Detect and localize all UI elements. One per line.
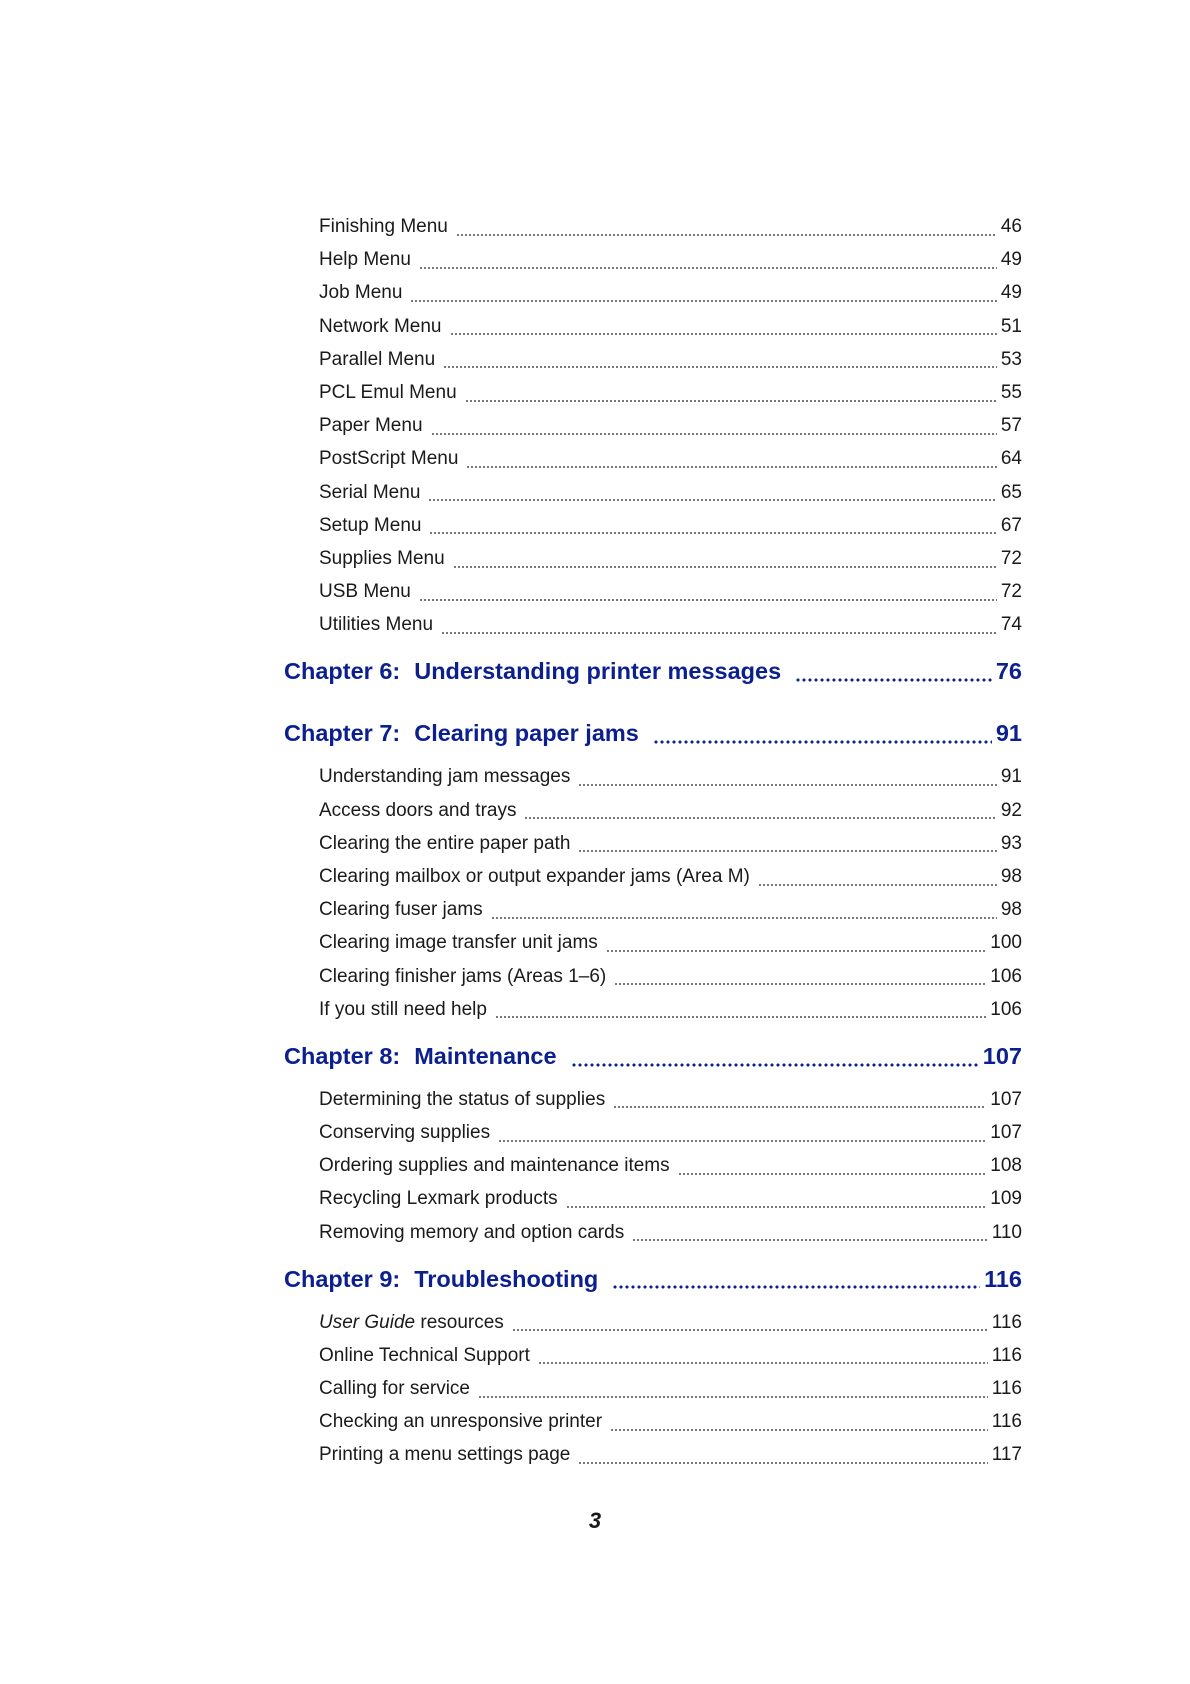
chapter-label: Chapter 9: <box>284 1265 401 1292</box>
toc-entry-page: 49 <box>1000 249 1022 271</box>
toc-entry[interactable] <box>319 511 1022 541</box>
toc-entry[interactable] <box>319 995 1022 1025</box>
toc-entry-title: Serial Menu <box>319 481 421 503</box>
toc-entry-title: Understanding jam messages <box>319 766 571 788</box>
dot-leader <box>419 251 997 270</box>
toc-entry[interactable] <box>319 962 1022 992</box>
toc-entry-page: 65 <box>1000 481 1022 503</box>
toc-entry[interactable] <box>319 411 1022 441</box>
toc-entry[interactable] <box>319 1218 1022 1248</box>
toc-entry[interactable] <box>319 829 1022 859</box>
toc-entry[interactable] <box>319 478 1022 508</box>
chapter-heading[interactable] <box>284 1039 1022 1073</box>
chapter-title: Understanding printer messages <box>414 658 782 685</box>
dot-leader <box>443 350 997 369</box>
dot-leader <box>524 801 996 820</box>
toc-entry-title: Help Menu <box>319 249 411 271</box>
chapter-title: Clearing paper jams <box>414 720 639 747</box>
toc-entry-title: Ordering supplies and maintenance items <box>319 1155 670 1177</box>
toc-entry-page: 67 <box>1000 514 1022 536</box>
toc-entry[interactable] <box>319 345 1022 375</box>
toc-entry-page: 64 <box>1000 448 1022 470</box>
toc-entry-title: Utilities Menu <box>319 614 434 636</box>
dot-leader <box>512 1313 988 1332</box>
toc-entry-title-text: resources <box>415 1311 504 1333</box>
toc-entry[interactable] <box>319 1341 1022 1371</box>
toc-entry-page: 116 <box>991 1344 1022 1366</box>
dot-leader <box>441 616 997 635</box>
toc-entry-page: 46 <box>1000 216 1022 237</box>
toc-entry[interactable] <box>319 378 1022 408</box>
dot-leader <box>610 1413 988 1432</box>
chapter-page: 91 <box>995 720 1022 747</box>
toc-entry[interactable] <box>319 762 1022 792</box>
toc-entry-title: Clearing mailbox or output expander jams (Area M) <box>319 866 750 887</box>
dot-leader <box>758 868 997 887</box>
toc-entry-title: Conserving supplies <box>319 1122 491 1143</box>
dot-leader <box>578 768 997 787</box>
dot-leader <box>478 1380 988 1399</box>
toc-entry-title: Parallel Menu <box>319 348 436 370</box>
toc-entry-title: Checking an unresponsive printer <box>319 1411 603 1433</box>
toc-entry-title: Finishing Menu <box>319 216 448 237</box>
dot-leader <box>571 1044 979 1068</box>
dot-leader <box>795 660 992 684</box>
toc-entry[interactable] <box>319 1151 1022 1181</box>
dot-leader <box>612 1267 980 1291</box>
toc-entry-page: 49 <box>1000 282 1022 304</box>
dot-leader <box>431 417 997 436</box>
toc-entry-page: 74 <box>1000 614 1022 636</box>
toc-entry[interactable] <box>319 278 1022 308</box>
toc-entry-page: 51 <box>1000 315 1022 337</box>
chapter-heading[interactable] <box>284 654 1022 688</box>
toc-entry[interactable] <box>319 577 1022 607</box>
toc-entry-title: Online Technical Support <box>319 1344 530 1366</box>
toc-entry-page: 116 <box>991 1411 1022 1433</box>
toc-entry-title: USB Menu <box>319 581 411 603</box>
toc-entry-title: Clearing fuser jams <box>319 899 483 921</box>
toc-entry[interactable] <box>319 1184 1022 1214</box>
toc-entry[interactable] <box>319 1440 1022 1470</box>
toc-entry-page: 110 <box>991 1221 1022 1243</box>
toc-entry-page: 116 <box>991 1311 1022 1333</box>
dot-leader <box>453 550 997 569</box>
toc-entry[interactable] <box>319 796 1022 826</box>
dot-leader <box>578 834 996 853</box>
toc-entry[interactable] <box>319 1407 1022 1437</box>
toc-entry-page: 108 <box>990 1155 1022 1177</box>
toc-entry-page: 91 <box>1000 766 1022 788</box>
toc-entry-title: PCL Emul Menu <box>319 382 457 403</box>
toc-entry-page: 72 <box>1000 548 1022 569</box>
dot-leader <box>566 1190 987 1209</box>
toc-entry-title: Clearing the entire paper path <box>319 832 571 854</box>
toc-entry-page: 55 <box>1000 382 1022 403</box>
toc-entry-page: 106 <box>990 998 1022 1020</box>
toc-entry[interactable] <box>319 1118 1022 1148</box>
toc-entry-title: Supplies Menu <box>319 548 445 569</box>
toc-entry-page: 117 <box>991 1444 1022 1466</box>
dot-leader <box>653 722 992 746</box>
toc-entry-title: Job Menu <box>319 282 403 304</box>
toc-entry-title <box>319 1308 504 1338</box>
toc-entry-title: Network Menu <box>319 315 442 337</box>
toc-entry[interactable] <box>319 895 1022 925</box>
page-number: 3 <box>588 1508 602 1533</box>
dot-leader <box>410 284 996 303</box>
dot-leader <box>419 583 997 602</box>
dot-leader <box>495 1000 986 1019</box>
toc-entry-title: Recycling Lexmark products <box>319 1188 558 1210</box>
toc-entry-title: If you still need help <box>319 998 487 1020</box>
chapter-heading[interactable] <box>284 1262 1022 1296</box>
dot-leader <box>498 1124 986 1143</box>
dot-leader <box>538 1346 988 1365</box>
dot-leader <box>428 483 996 502</box>
chapter-page: 76 <box>995 658 1022 685</box>
toc-entry-page: 57 <box>1000 415 1022 437</box>
chapter-page: 116 <box>984 1265 1022 1292</box>
chapter-title: Troubleshooting <box>414 1265 599 1292</box>
toc-entry-page: 116 <box>991 1378 1022 1399</box>
chapter-heading[interactable] <box>284 716 1022 750</box>
toc-entry-title-emphasis: User Guide <box>319 1311 416 1333</box>
dot-leader <box>678 1157 987 1176</box>
toc-entry[interactable] <box>319 444 1022 474</box>
toc-entry[interactable] <box>319 862 1022 892</box>
toc-entry-title: Clearing image transfer unit jams <box>319 932 598 954</box>
toc-entry-page: 100 <box>990 932 1022 954</box>
toc-entry-page: 109 <box>990 1188 1022 1210</box>
toc-entry-page: 72 <box>1000 581 1022 603</box>
toc-entry-title: Calling for service <box>319 1378 470 1399</box>
toc-entry-title: Clearing finisher jams (Areas 1–6) <box>319 965 607 987</box>
toc-entry-page: 107 <box>990 1088 1022 1110</box>
toc-entry-page: 107 <box>990 1122 1022 1143</box>
toc-entry[interactable] <box>319 312 1022 342</box>
dot-leader <box>606 934 987 953</box>
dot-leader <box>465 384 997 403</box>
dot-leader <box>450 317 997 336</box>
chapter-page: 107 <box>982 1042 1022 1069</box>
toc-entry-title: PostScript Menu <box>319 448 459 470</box>
toc-entry[interactable] <box>319 1374 1022 1404</box>
toc-entry[interactable] <box>319 1308 1022 1338</box>
toc-entry[interactable] <box>319 928 1022 958</box>
chapter-label: Chapter 6: <box>284 658 401 685</box>
dot-leader <box>614 967 986 986</box>
toc-entry-page: 53 <box>1000 348 1022 370</box>
chapter-label: Chapter 8: <box>284 1042 401 1069</box>
dot-leader <box>613 1090 986 1109</box>
dot-leader <box>578 1446 987 1465</box>
toc-entry-title: Removing memory and option cards <box>319 1221 625 1243</box>
dot-leader <box>466 450 996 469</box>
toc-entry-title: Determining the status of supplies <box>319 1088 606 1110</box>
toc-entry-page: 93 <box>1000 832 1022 854</box>
toc-entry-page: 98 <box>1000 866 1022 887</box>
toc-entry-page: 98 <box>1000 899 1022 921</box>
dot-leader <box>491 901 997 920</box>
dot-leader <box>429 516 996 535</box>
toc-entry-page: 92 <box>1000 799 1022 821</box>
toc-entry-title: Setup Menu <box>319 514 422 536</box>
toc-entry-title: Paper Menu <box>319 415 423 437</box>
toc-entry[interactable] <box>319 610 1022 640</box>
chapter-label: Chapter 7: <box>284 720 401 747</box>
toc-entry[interactable] <box>319 1085 1022 1115</box>
dot-leader <box>632 1223 988 1242</box>
toc-entry-title: Printing a menu settings page <box>319 1444 571 1466</box>
toc-entry[interactable] <box>319 245 1022 275</box>
toc-entry[interactable] <box>319 212 1022 242</box>
toc-entry-page: 106 <box>990 965 1022 987</box>
dot-leader <box>456 218 997 237</box>
toc-entry-title: Access doors and trays <box>319 799 517 821</box>
toc-entry[interactable] <box>319 544 1022 574</box>
chapter-title: Maintenance <box>414 1042 557 1069</box>
